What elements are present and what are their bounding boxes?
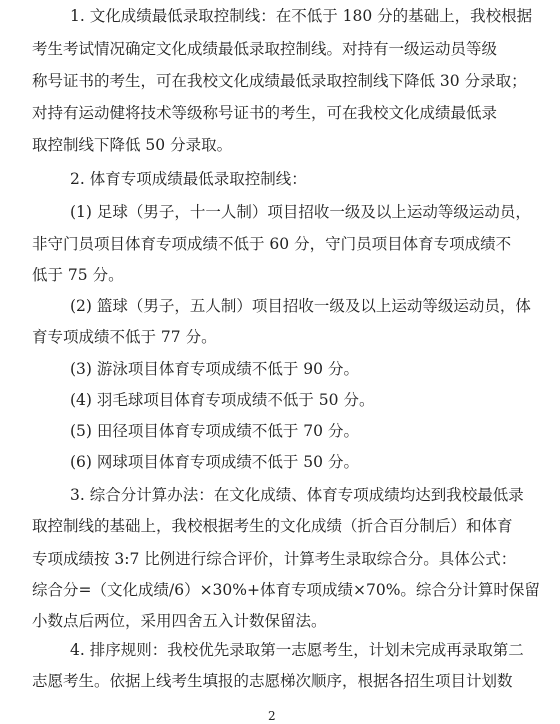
text-line: 小数点后两位，采用四舍五入计数保留法。 — [32, 612, 327, 630]
text-line: 对持有运动健将技术等级称号证书的考生，可在我校文化成绩最低录 — [32, 104, 498, 122]
text-line: (1) 足球（男子，十一人制）项目招收一级及以上运动等级运动员， — [70, 203, 531, 221]
text-line: 考生考试情况确定文化成绩最低录取控制线。对持有一级运动员等级 — [32, 40, 498, 58]
text-line: 取控制线的基础上，我校根据考生的文化成绩（折合百分制后）和体育 — [32, 517, 513, 535]
text-line: (2) 篮球（男子，五人制）项目招收一级及以上运动等级运动员，体 — [70, 297, 531, 315]
text-line: 取控制线下降低 50 分录取。 — [32, 136, 233, 154]
text-line: (5) 田径项目体育专项成绩不低于 70 分。 — [70, 422, 359, 440]
text-line: 志愿考生。依据上线考生填报的志愿梯次顺序，根据各招生项目计划数 — [32, 672, 513, 690]
text-line: (4) 羽毛球项目体育专项成绩不低于 50 分。 — [70, 391, 375, 409]
text-line: 育专项成绩不低于 77 分。 — [32, 328, 217, 346]
text-line: 低于 75 分。 — [32, 266, 124, 284]
text-line: 称号证书的考生，可在我校文化成绩最低录取控制线下降低 30 分录取； — [32, 72, 527, 90]
text-line: 1. 文化成绩最低录取控制线：在不低于 180 分的基础上，我校根据 — [70, 7, 533, 25]
text-line: 非守门员项目体育专项成绩不低于 60 分，守门员项目体育专项成绩不 — [32, 235, 512, 253]
text-line: (6) 网球项目体育专项成绩不低于 50 分。 — [70, 453, 359, 471]
text-line: 3. 综合分计算办法：在文化成绩、体育专项成绩均达到我校最低录 — [70, 486, 524, 504]
text-line: 专项成绩按 3:7 比例进行综合评价，计算考生录取综合分。具体公式： — [32, 550, 517, 568]
text-line: 综合分=（文化成绩/6）×30%+体育专项成绩×70%。综合分计算时保留 — [32, 581, 540, 599]
text-line: (3) 游泳项目体育专项成绩不低于 90 分。 — [70, 360, 359, 378]
text-line: 2. 体育专项成绩最低录取控制线： — [70, 170, 307, 188]
page-number: 2 — [268, 709, 276, 723]
text-line: 4. 排序规则：我校优先录取第一志愿考生，计划未完成再录取第二 — [70, 641, 524, 659]
